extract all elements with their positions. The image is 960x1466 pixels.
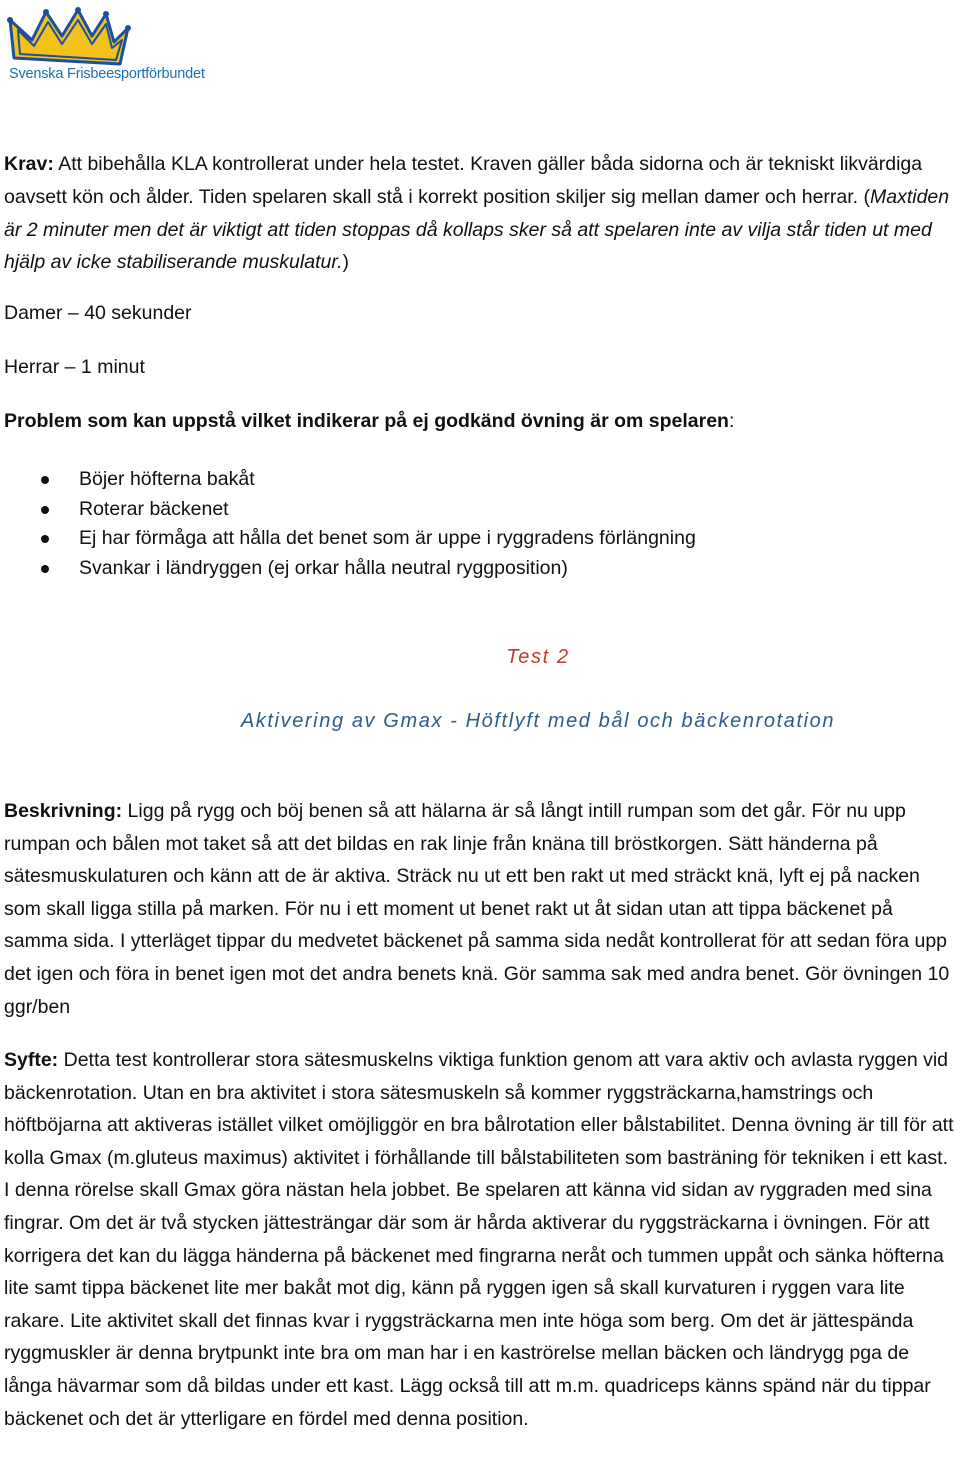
problem-heading-text: Problem som kan uppstå vilket indikerar på ej godkänd övning är om spelaren	[4, 410, 729, 432]
list-item	[0, 465, 696, 495]
syfte-paragraph	[4, 1044, 958, 1435]
list-item-text: Roterar bäckenet	[79, 497, 229, 520]
list-item	[0, 524, 696, 554]
list-item-text: Böjer höfterna bakåt	[79, 468, 255, 490]
beskrivning-paragraph	[4, 795, 958, 1023]
syfte-label: Syfte:	[4, 1049, 59, 1071]
damer-time: Damer – 40 sekunder	[4, 302, 192, 324]
krav-close: )	[342, 251, 350, 274]
bullet-icon	[41, 506, 49, 514]
krav-label: Krav:	[4, 153, 54, 175]
bullet-icon	[41, 476, 49, 484]
bullet-icon	[41, 565, 49, 573]
krav-text: Att bibehålla KLA kontrollerat under hela testet. Kraven gäller båda sidorna och är tekniskt likvärdiga oavsett kön och ålder. Tiden spelaren skall stå i korrekt position skiljer sig mellan damer och herrar. (	[4, 153, 923, 208]
beskrivning-text: Ligg på rygg och böj benen så att hälarna är så långt intill rumpan som det går. För nu upp rumpan och bålen mot taket så att det bildas en rak linje från knäna till bröstkorgen. Sätt händerna på sätesmuskulaturen och känn att de är aktiva. Sträck nu ut ett ben rakt ut med sträckt knä, lyft ej på nacken som skall ligga stilla på marken. För nu i ett moment ut benet rakt ut åt sidan utan att tippa bäckenet på samma sida. I ytterläget tippar du medvetet bäckenet på samma sida nedåt kontrollerat för att sedan föra upp det igen och föra in benet igen mot det andra benets knä. Gör samma sak med andra benet. Gör övningen 10 ggr/ben	[4, 800, 950, 1018]
list-item	[0, 554, 696, 584]
list-item	[0, 495, 696, 525]
problem-list	[0, 465, 696, 584]
bullet-icon	[41, 535, 49, 543]
syfte-text: Detta test kontrollerar stora sätesmuskelns viktiga funktion genom att vara aktiv och avlasta ryggen vid bäckenrotation. Utan en bra aktivitet i stora sätesmuskeln så kommer ryggsträckarna,hamstrings och höftböjarna att aktiveras istället vilket omöjliggör en bra bålrotation eller bålstabilitet. Denna övning är till för att kolla Gmax (m.gluteus maximus) aktivitet i förhållande till bålstabiliteten som basträning för tekniken i ett kast. I denna rörelse skall Gmax göra nästan hela jobbet. Be spelaren att känna vid sidan av ryggraden med sina fingrar. Om det är två stycken jättesträngar där som är hårda aktiverar du ryggsträckarna i övningen. För att korrigera det kan du lägga händerna på bäckenet med fingrarna neråt och tummen uppåt och sänka höfterna lite samt tippa bäckenet lite mer bakåt mot dig, känn på ryggen igen så skall kurvaturen i ryggen vara lite rakare. Lite aktivitet skall det finnas kvar i ryggsträckarna men inte höga som berg. Om det är jättespända ryggmuskler är denna brytpunkt inte bra om man har i en kaströrelse mellan bäcken och ländrygg pga de långa hävarmar som då bildas under ett kast. Lägg också till att m.m. quadriceps känns spänd när du tippar bäckenet och det är ytterligare en fördel med denna position.	[4, 1049, 954, 1430]
beskrivning-label: Beskrivning:	[4, 800, 123, 822]
problem-heading-colon: :	[728, 410, 735, 432]
herrar-time: Herrar – 1 minut	[4, 356, 145, 378]
test-subtitle: Aktivering av Gmax - Höftlyft med bål och bäckenrotation	[240, 710, 836, 732]
krav-italic-note: Maxtiden är 2 minuter men det är viktigt att tiden stoppas då kollaps sker så att spelaren inte av vilja står tiden ut med hjälp av icke stabiliserande muskulatur.	[4, 185, 950, 274]
logo-text: Svenska Frisbeesportförbundet	[9, 66, 205, 82]
test-title: Test 2	[506, 646, 570, 668]
crown-icon	[7, 7, 131, 64]
krav-paragraph	[4, 148, 958, 279]
problem-heading	[4, 410, 734, 433]
list-item-text: Ej har förmåga att hålla det benet som är uppe i ryggradens förlängning	[79, 527, 696, 550]
list-item-text: Svankar i ländryggen (ej orkar hålla neutral ryggposition)	[79, 557, 568, 580]
